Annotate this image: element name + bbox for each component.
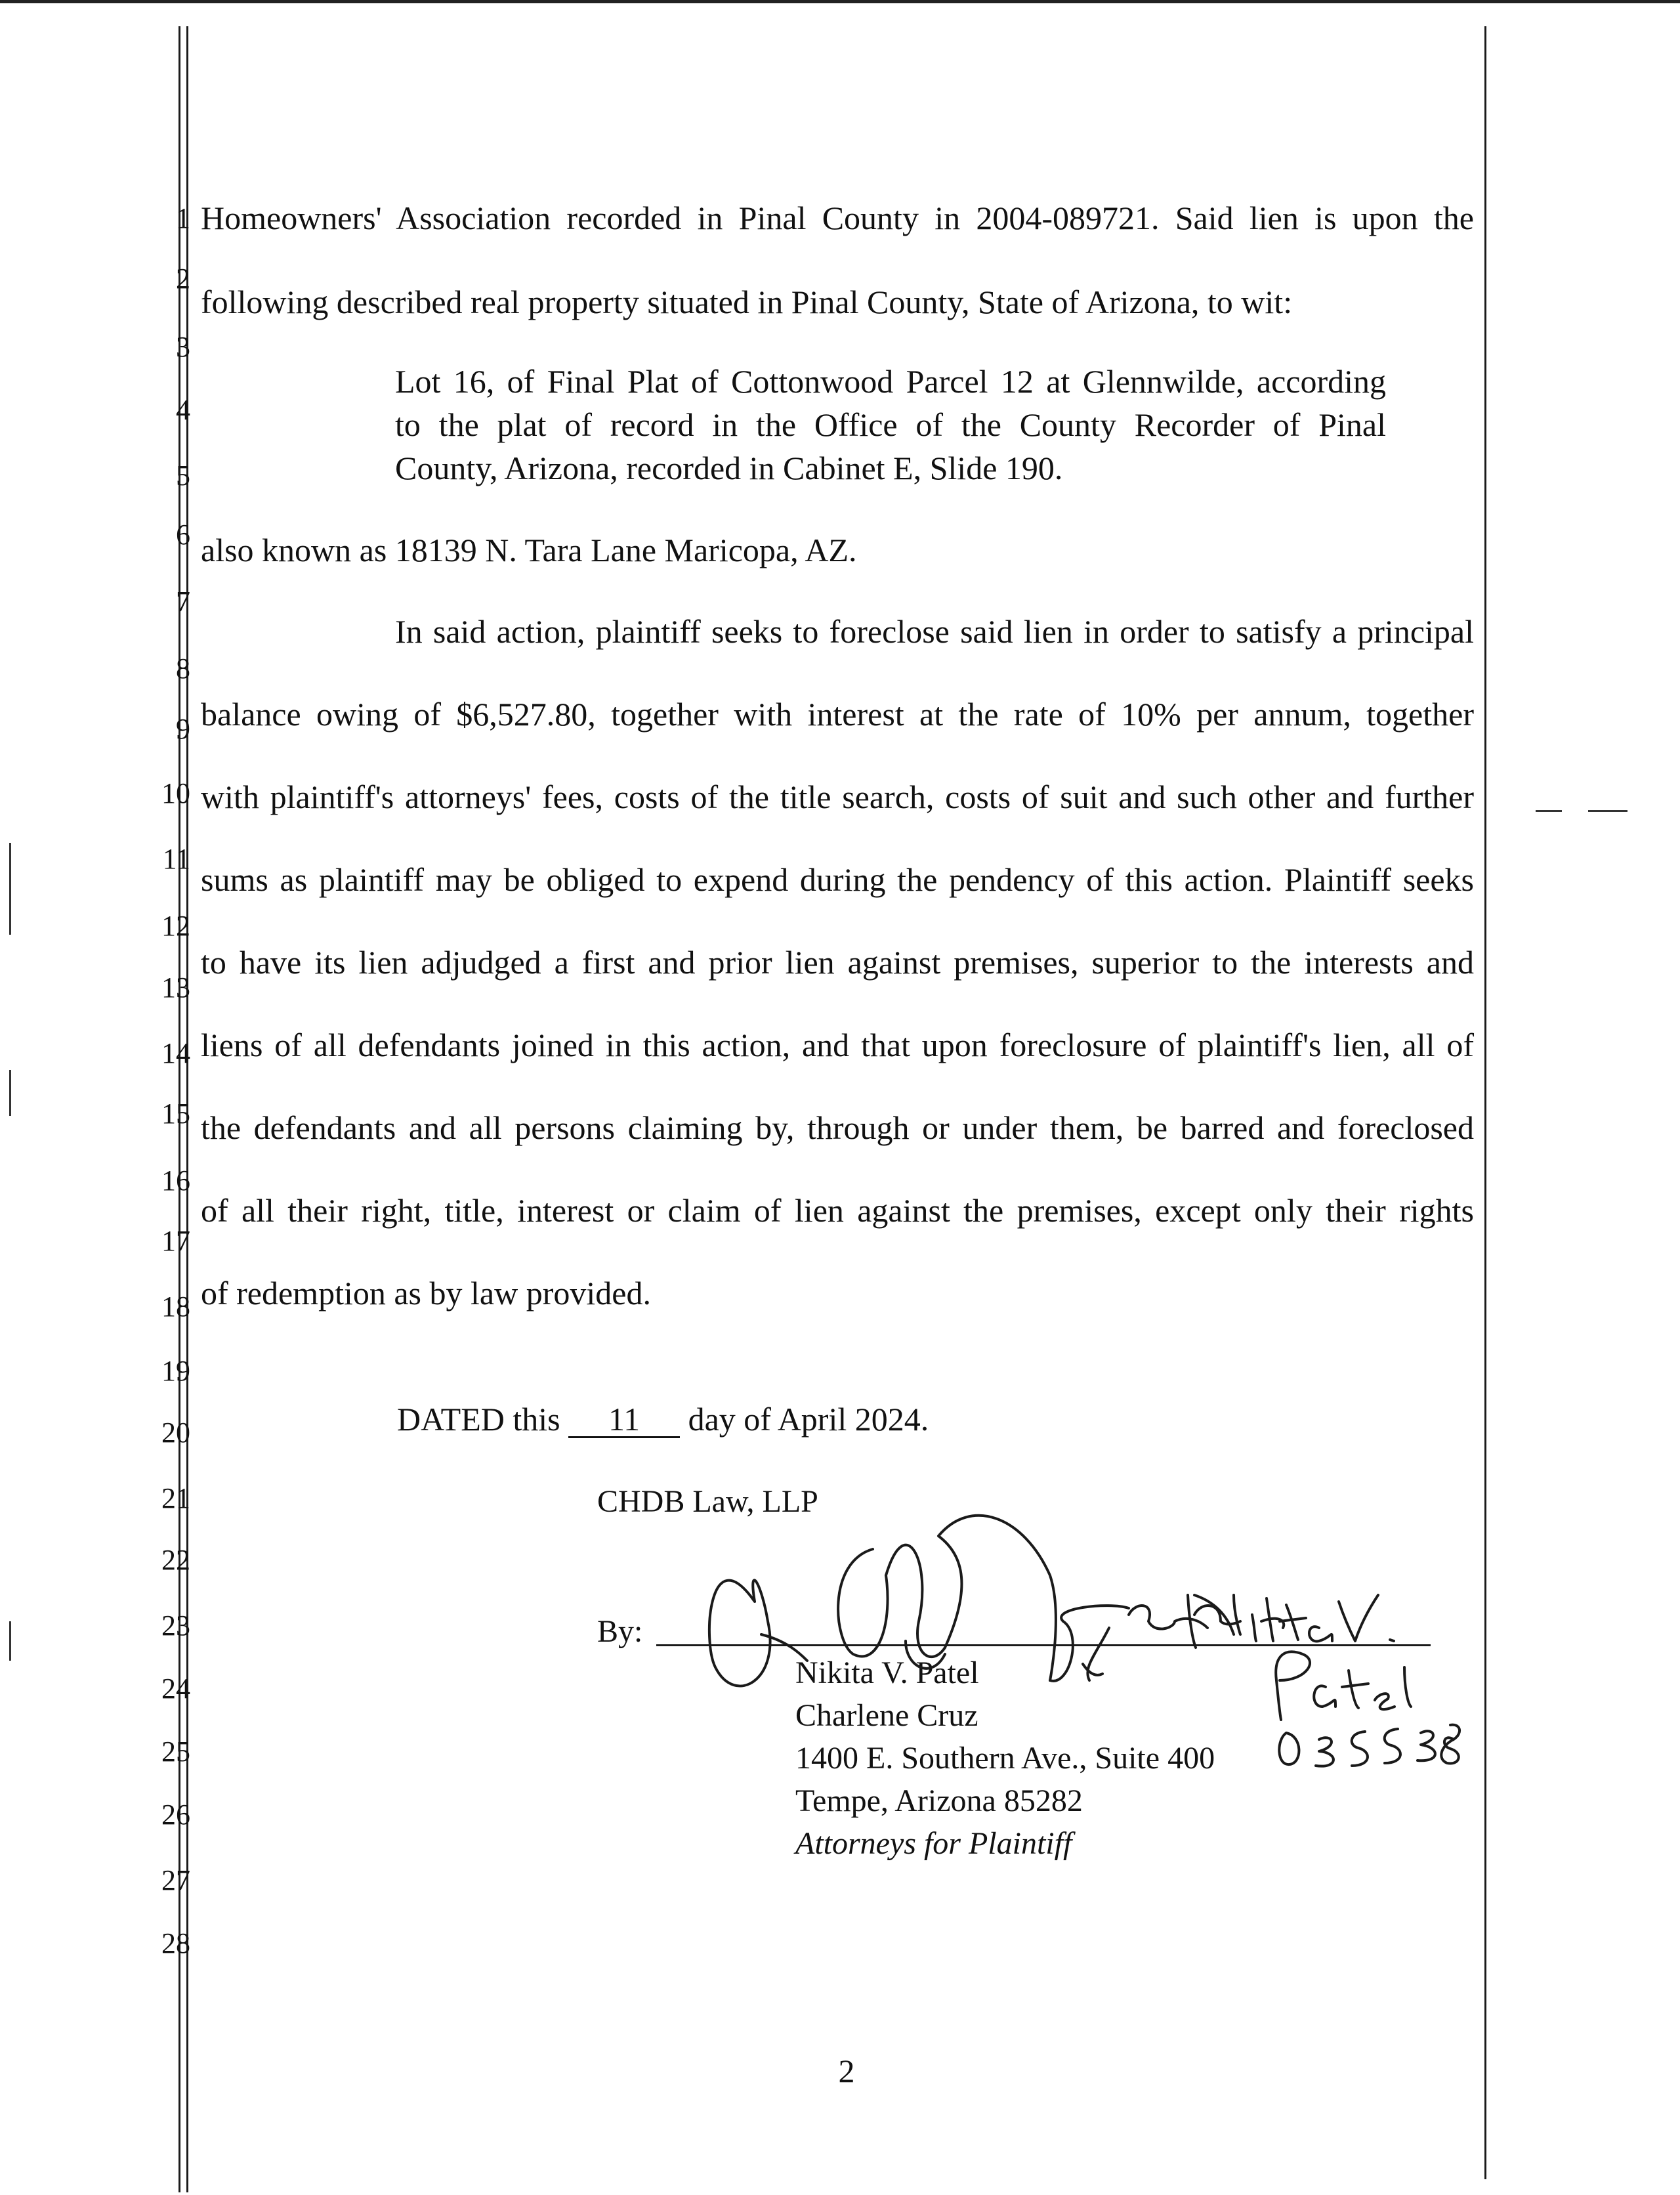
- line-number: 1: [176, 202, 190, 234]
- line-number: 26: [161, 1799, 190, 1831]
- paragraph-line: of all their right, title, interest or claim of lien against the premises, except only their rights: [201, 1192, 1474, 1229]
- attorney-role: Attorneys for Plaintiff: [795, 1826, 1072, 1861]
- line-number: 14: [161, 1037, 190, 1069]
- paragraph-line: with plaintiff's attorneys' fees, costs of the title search, costs of suit and such other and further: [201, 778, 1474, 815]
- paragraph-line: balance owing of $6,527.80, together with interest at the rate of 10% per annum, together: [201, 696, 1474, 733]
- dated-prefix: DATED this: [397, 1401, 560, 1438]
- line-number: 5: [176, 459, 190, 492]
- paragraph-line: In said action, plaintiff seeks to foreclose said lien in order to satisfy a principal: [395, 613, 1474, 650]
- property-address-line: also known as 18139 N. Tara Lane Maricopa, AZ.: [201, 532, 857, 568]
- paragraph-line: the defendants and all persons claiming by, through or under them, be barred and foreclosed: [201, 1109, 1474, 1146]
- signer-name: Charlene Cruz: [795, 1698, 978, 1733]
- body-line-2: following described real property situated in Pinal County, State of Arizona, to wit:: [201, 284, 1293, 320]
- dated-day: 11: [568, 1402, 680, 1438]
- line-number: 11: [162, 843, 190, 875]
- line-number: 7: [176, 586, 190, 618]
- line-number: 2: [176, 263, 190, 295]
- paragraph-line: of redemption as by law provided.: [201, 1275, 651, 1311]
- paragraph-line: to have its lien adjudged a first and prior lien against premises, superior to the interests and: [201, 944, 1474, 981]
- legal-description-line: to the plat of record in the Office of the County Recorder of Pinal: [395, 406, 1386, 443]
- line-number: 23: [161, 1609, 190, 1642]
- line-number: 13: [161, 971, 190, 1004]
- line-number: 8: [176, 652, 190, 685]
- line-number: 25: [161, 1736, 190, 1768]
- line-number: 12: [161, 910, 190, 942]
- dated-suffix: day of April 2024.: [688, 1401, 929, 1438]
- line-number: 10: [161, 777, 190, 809]
- legal-description-line: County, Arizona, recorded in Cabinet E, Slide 190.: [395, 450, 1063, 486]
- page-number: 2: [838, 2053, 855, 2089]
- line-number: 21: [161, 1482, 190, 1514]
- line-number: 18: [161, 1290, 190, 1323]
- line-number: 17: [161, 1225, 190, 1257]
- by-label: By:: [597, 1614, 643, 1649]
- line-number: 28: [161, 1927, 190, 1959]
- line-number: 3: [176, 331, 190, 363]
- paragraph-line: liens of all defendants joined in this action, and that upon foreclosure of plaintiff's lien, all of: [201, 1027, 1474, 1063]
- line-number: 27: [161, 1864, 190, 1896]
- firm-name: CHDB Law, LLP: [597, 1484, 818, 1519]
- line-number: 15: [161, 1098, 190, 1130]
- body-line-1: Homeowners' Association recorded in Pinal County in 2004-089721. Said lien is upon the: [201, 200, 1474, 236]
- paragraph-line: sums as plaintiff may be obliged to expend during the pendency of this action. Plaintiff seeks: [201, 861, 1474, 898]
- line-number: 20: [161, 1417, 190, 1449]
- line-number: 9: [176, 713, 190, 745]
- line-number: 4: [176, 394, 190, 426]
- line-number: 19: [161, 1355, 190, 1387]
- address-line: 1400 E. Southern Ave., Suite 400: [795, 1741, 1215, 1776]
- line-number: 16: [161, 1164, 190, 1197]
- line-number: 22: [161, 1544, 190, 1576]
- signer-name: Nikita V. Patel: [795, 1655, 979, 1690]
- line-number: 6: [176, 519, 190, 551]
- line-number: 24: [161, 1673, 190, 1705]
- legal-description-line: Lot 16, of Final Plat of Cottonwood Parcel 12 at Glennwilde, according: [395, 363, 1386, 400]
- address-line: Tempe, Arizona 85282: [795, 1783, 1083, 1818]
